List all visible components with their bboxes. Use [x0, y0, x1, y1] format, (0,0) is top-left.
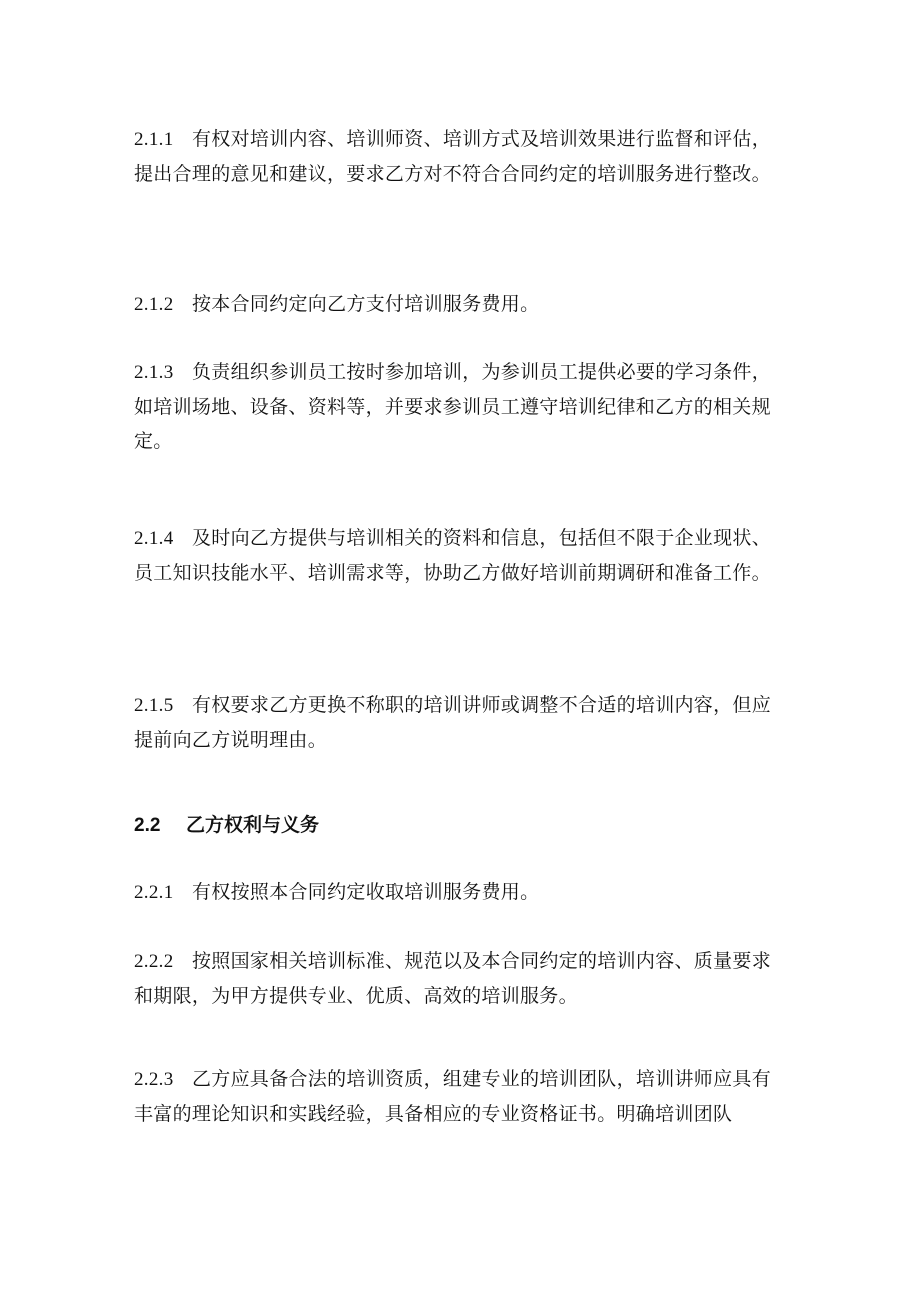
- clause-number: 2.1.2: [134, 294, 174, 315]
- clause-2-1-1: [134, 122, 784, 191]
- clause-number: 2.1.1: [134, 129, 174, 150]
- clause-2-1-2: [134, 287, 784, 322]
- clause-2-1-5: [134, 688, 784, 757]
- section-number: 2.2: [134, 815, 161, 836]
- clause-text: 有权要求乙方更换不称职的培训讲师或调整不合适的培训内容，但应提前向乙方说明理由。: [134, 694, 772, 751]
- clause-text: 负责组织参训员工按时参加培训，为参训员工提供必要的学习条件，如培训场地、设备、资料等，并要求参训员工遵守培训纪律和乙方的相关规定。: [134, 361, 772, 452]
- clause-2-2-3: [134, 1062, 784, 1131]
- clause-text: 按照国家相关培训标准、规范以及本合同约定的培训内容、质量要求和期限，为甲方提供专业、优质、高效的培训服务。: [134, 950, 772, 1007]
- clause-number: 2.2.3: [134, 1069, 174, 1090]
- clause-2-2-2: [134, 944, 784, 1013]
- clause-number: 2.2.1: [134, 882, 174, 903]
- clause-number: 2.1.3: [134, 362, 174, 383]
- clause-text: 乙方应具备合法的培训资质，组建专业的培训团队，培训讲师应具有丰富的理论知识和实践经验，具备相应的专业资格证书。明确培训团队: [134, 1068, 772, 1125]
- section-title: 乙方权利与义务: [186, 814, 320, 836]
- clause-2-2-1: [134, 875, 784, 910]
- clause-number: 2.2.2: [134, 951, 174, 972]
- clause-text: 及时向乙方提供与培训相关的资料和信息，包括但不限于企业现状、员工知识技能水平、培训需求等，协助乙方做好培训前期调研和准备工作。: [134, 527, 772, 584]
- clause-number: 2.1.4: [134, 528, 174, 549]
- clause-number: 2.1.5: [134, 695, 174, 716]
- section-heading-2-2: [134, 808, 784, 843]
- clause-2-1-3: [134, 355, 784, 458]
- clause-text: 按本合同约定向乙方支付培训服务费用。: [192, 293, 540, 315]
- clause-text: 有权按照本合同约定收取培训服务费用。: [192, 881, 540, 903]
- clause-2-1-4: [134, 521, 784, 590]
- clause-text: 有权对培训内容、培训师资、培训方式及培训效果进行监督和评估，提出合理的意见和建议，要求乙方对不符合合同约定的培训服务进行整改。: [134, 128, 772, 185]
